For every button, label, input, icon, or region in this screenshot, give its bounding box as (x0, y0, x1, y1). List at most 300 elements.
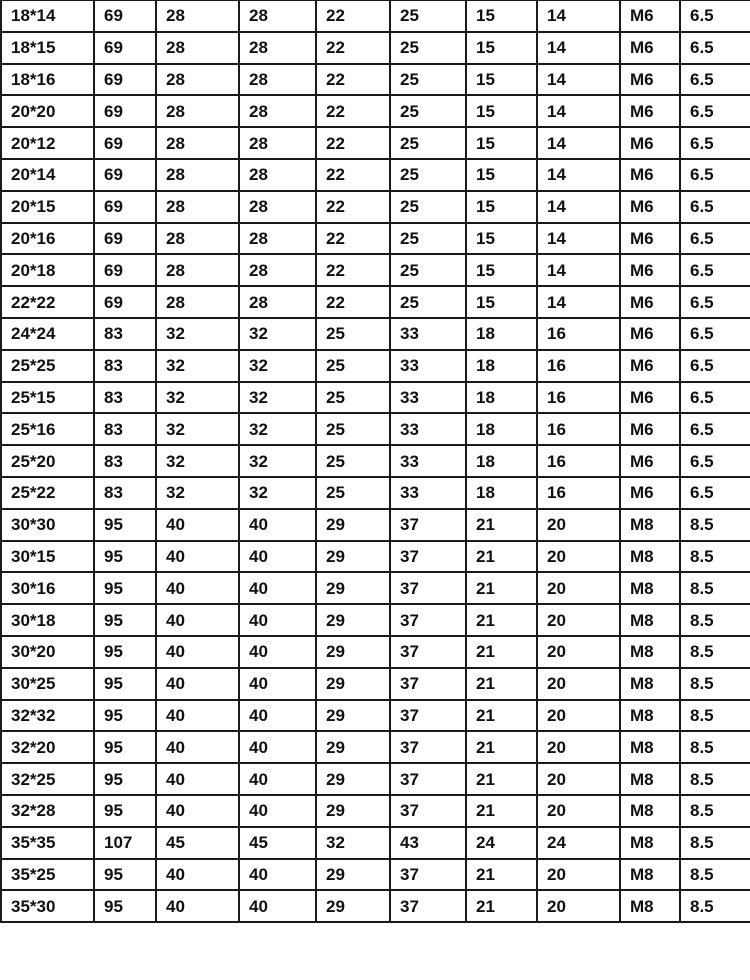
table-cell: 21 (466, 859, 537, 891)
table-cell: 69 (94, 95, 156, 127)
table-cell: 22 (316, 191, 390, 223)
table-cell: 21 (466, 509, 537, 541)
table-cell: 15 (466, 191, 537, 223)
table-cell: M8 (620, 763, 680, 795)
table-cell: 28 (239, 95, 316, 127)
table-cell: 40 (239, 604, 316, 636)
table-cell: 28 (156, 254, 239, 286)
spec-table-body (1, 1, 750, 923)
table-cell: 83 (94, 477, 156, 509)
table-cell: 25 (390, 32, 466, 64)
table-row (1, 127, 750, 159)
table-cell: 28 (156, 64, 239, 96)
table-cell: 20 (537, 509, 620, 541)
table-cell: 16 (537, 477, 620, 509)
table-cell: M6 (620, 64, 680, 96)
table-cell: 29 (316, 604, 390, 636)
table-cell: 69 (94, 286, 156, 318)
size-cell: 18*14 (1, 1, 94, 32)
table-cell: 15 (466, 223, 537, 255)
table-row (1, 64, 750, 96)
table-cell: 18 (466, 445, 537, 477)
table-cell: 32 (156, 318, 239, 350)
table-cell: 95 (94, 763, 156, 795)
table-cell: 8.5 (680, 890, 750, 922)
table-cell: 15 (466, 95, 537, 127)
table-cell: 14 (537, 64, 620, 96)
table-cell: 25 (316, 445, 390, 477)
table-row (1, 700, 750, 732)
size-cell: 30*16 (1, 572, 94, 604)
table-cell: 32 (316, 827, 390, 859)
table-cell: 25 (390, 95, 466, 127)
table-cell: 40 (156, 541, 239, 573)
table-cell: 37 (390, 731, 466, 763)
table-row (1, 636, 750, 668)
size-cell: 20*15 (1, 191, 94, 223)
table-cell: 14 (537, 32, 620, 64)
table-cell: M8 (620, 636, 680, 668)
table-cell: 37 (390, 541, 466, 573)
size-cell: 18*15 (1, 32, 94, 64)
table-cell: M8 (620, 859, 680, 891)
table-cell: 33 (390, 382, 466, 414)
table-cell: 18 (466, 477, 537, 509)
table-cell: 15 (466, 32, 537, 64)
table-cell: 40 (156, 859, 239, 891)
table-cell: 25 (390, 1, 466, 32)
table-cell: 16 (537, 445, 620, 477)
size-cell: 35*30 (1, 890, 94, 922)
table-cell: 83 (94, 382, 156, 414)
table-cell: 37 (390, 763, 466, 795)
table-cell: 32 (239, 413, 316, 445)
table-cell: 14 (537, 223, 620, 255)
table-cell: 29 (316, 636, 390, 668)
table-row (1, 859, 750, 891)
table-cell: 28 (239, 223, 316, 255)
table-cell: M8 (620, 572, 680, 604)
table-cell: 37 (390, 795, 466, 827)
table-cell: 29 (316, 509, 390, 541)
table-cell: 25 (390, 127, 466, 159)
table-cell: M6 (620, 254, 680, 286)
table-cell: 95 (94, 668, 156, 700)
table-cell: 40 (239, 763, 316, 795)
table-cell: 29 (316, 795, 390, 827)
table-row (1, 32, 750, 64)
table-cell: 18 (466, 318, 537, 350)
table-cell: 40 (156, 700, 239, 732)
table-row (1, 223, 750, 255)
table-cell: 21 (466, 795, 537, 827)
table-cell: 21 (466, 731, 537, 763)
table-cell: 37 (390, 859, 466, 891)
size-cell: 20*18 (1, 254, 94, 286)
table-cell: 28 (239, 254, 316, 286)
table-cell: M6 (620, 1, 680, 32)
table-cell: 20 (537, 604, 620, 636)
table-cell: 32 (239, 477, 316, 509)
table-cell: 28 (239, 64, 316, 96)
table-cell: 32 (156, 477, 239, 509)
table-cell: M6 (620, 445, 680, 477)
table-cell: 107 (94, 827, 156, 859)
table-row (1, 413, 750, 445)
table-cell: 6.5 (680, 413, 750, 445)
table-cell: 28 (156, 191, 239, 223)
table-cell: 95 (94, 731, 156, 763)
table-cell: 33 (390, 413, 466, 445)
table-cell: 40 (156, 572, 239, 604)
table-cell: 40 (239, 636, 316, 668)
table-cell: 20 (537, 890, 620, 922)
table-cell: 6.5 (680, 127, 750, 159)
table-cell: 20 (537, 859, 620, 891)
table-row (1, 795, 750, 827)
table-cell: 16 (537, 350, 620, 382)
table-cell: 95 (94, 604, 156, 636)
table-cell: 8.5 (680, 509, 750, 541)
table-row (1, 541, 750, 573)
table-cell: 21 (466, 890, 537, 922)
table-cell: 40 (239, 541, 316, 573)
table-cell: 25 (390, 159, 466, 191)
table-cell: 95 (94, 795, 156, 827)
table-cell: 6.5 (680, 254, 750, 286)
table-cell: 28 (239, 191, 316, 223)
table-cell: 29 (316, 541, 390, 573)
table-cell: 33 (390, 318, 466, 350)
table-cell: 22 (316, 32, 390, 64)
table-cell: 69 (94, 191, 156, 223)
table-cell: M6 (620, 350, 680, 382)
table-cell: 69 (94, 1, 156, 32)
table-row (1, 159, 750, 191)
table-cell: 25 (316, 350, 390, 382)
table-cell: 20 (537, 572, 620, 604)
table-row (1, 318, 750, 350)
table-cell: 6.5 (680, 318, 750, 350)
size-cell: 32*20 (1, 731, 94, 763)
table-cell: 40 (239, 668, 316, 700)
table-cell: M6 (620, 318, 680, 350)
table-cell: 22 (316, 223, 390, 255)
size-cell: 35*35 (1, 827, 94, 859)
table-cell: 15 (466, 64, 537, 96)
size-cell: 20*12 (1, 127, 94, 159)
table-cell: M8 (620, 541, 680, 573)
table-cell: 37 (390, 572, 466, 604)
table-cell: 32 (239, 350, 316, 382)
size-cell: 30*18 (1, 604, 94, 636)
table-cell: 16 (537, 318, 620, 350)
table-cell: 83 (94, 318, 156, 350)
table-cell: 33 (390, 445, 466, 477)
table-cell: 43 (390, 827, 466, 859)
table-cell: 14 (537, 286, 620, 318)
table-cell: 21 (466, 541, 537, 573)
table-cell: 28 (239, 127, 316, 159)
size-cell: 30*20 (1, 636, 94, 668)
table-row (1, 191, 750, 223)
table-cell: 28 (239, 286, 316, 318)
size-cell: 30*30 (1, 509, 94, 541)
table-row (1, 1, 750, 32)
table-cell: 40 (156, 763, 239, 795)
size-cell: 32*25 (1, 763, 94, 795)
table-cell: 15 (466, 254, 537, 286)
table-cell: M6 (620, 286, 680, 318)
table-cell: 16 (537, 382, 620, 414)
table-cell: 14 (537, 127, 620, 159)
table-row (1, 286, 750, 318)
size-cell: 25*20 (1, 445, 94, 477)
table-cell: 40 (239, 859, 316, 891)
table-cell: M6 (620, 382, 680, 414)
size-cell: 25*25 (1, 350, 94, 382)
table-cell: 28 (156, 223, 239, 255)
table-cell: 28 (156, 95, 239, 127)
table-cell: 95 (94, 700, 156, 732)
table-cell: 40 (156, 890, 239, 922)
table-cell: 32 (156, 413, 239, 445)
table-cell: 24 (537, 827, 620, 859)
table-cell: 20 (537, 668, 620, 700)
table-cell: 8.5 (680, 795, 750, 827)
table-cell: 95 (94, 890, 156, 922)
table-cell: 83 (94, 445, 156, 477)
table-cell: 20 (537, 541, 620, 573)
table-cell: 28 (156, 286, 239, 318)
table-cell: 28 (239, 32, 316, 64)
size-cell: 30*15 (1, 541, 94, 573)
table-cell: 28 (156, 159, 239, 191)
size-cell: 20*16 (1, 223, 94, 255)
table-cell: 8.5 (680, 668, 750, 700)
table-cell: 29 (316, 859, 390, 891)
table-cell: 32 (156, 350, 239, 382)
table-cell: 21 (466, 668, 537, 700)
table-cell: 25 (316, 477, 390, 509)
table-cell: 16 (537, 413, 620, 445)
table-cell: 40 (156, 636, 239, 668)
table-cell: M6 (620, 477, 680, 509)
table-row (1, 254, 750, 286)
table-cell: 37 (390, 700, 466, 732)
table-cell: 8.5 (680, 859, 750, 891)
table-cell: 22 (316, 127, 390, 159)
table-cell: 69 (94, 223, 156, 255)
table-cell: 37 (390, 604, 466, 636)
table-cell: 8.5 (680, 604, 750, 636)
size-cell: 20*20 (1, 95, 94, 127)
table-cell: 69 (94, 127, 156, 159)
table-cell: 28 (156, 1, 239, 32)
table-cell: 40 (156, 604, 239, 636)
table-cell: M6 (620, 95, 680, 127)
table-cell: 21 (466, 700, 537, 732)
table-row (1, 890, 750, 922)
table-row (1, 477, 750, 509)
table-cell: M6 (620, 159, 680, 191)
table-cell: 8.5 (680, 636, 750, 668)
table-cell: M8 (620, 604, 680, 636)
table-row (1, 668, 750, 700)
table-cell: 32 (239, 318, 316, 350)
table-cell: M8 (620, 668, 680, 700)
table-cell: 40 (239, 890, 316, 922)
table-cell: 22 (316, 286, 390, 318)
table-cell: 37 (390, 509, 466, 541)
table-cell: M6 (620, 413, 680, 445)
table-cell: 25 (390, 286, 466, 318)
table-cell: 21 (466, 763, 537, 795)
table-cell: M8 (620, 700, 680, 732)
table-cell: 15 (466, 159, 537, 191)
table-cell: M8 (620, 827, 680, 859)
table-cell: 24 (466, 827, 537, 859)
table-cell: 15 (466, 286, 537, 318)
table-cell: 22 (316, 95, 390, 127)
table-cell: 95 (94, 509, 156, 541)
table-cell: 25 (390, 223, 466, 255)
table-cell: 40 (239, 795, 316, 827)
table-cell: 22 (316, 1, 390, 32)
table-cell: 8.5 (680, 700, 750, 732)
table-cell: 40 (156, 668, 239, 700)
table-cell: M6 (620, 191, 680, 223)
table-cell: 29 (316, 668, 390, 700)
size-cell: 24*24 (1, 318, 94, 350)
table-cell: 6.5 (680, 159, 750, 191)
table-cell: 20 (537, 731, 620, 763)
table-cell: 8.5 (680, 763, 750, 795)
size-cell: 18*16 (1, 64, 94, 96)
table-cell: 15 (466, 127, 537, 159)
size-cell: 22*22 (1, 286, 94, 318)
table-cell: 29 (316, 890, 390, 922)
table-cell: 95 (94, 859, 156, 891)
table-cell: 95 (94, 636, 156, 668)
table-cell: 69 (94, 254, 156, 286)
size-cell: 30*25 (1, 668, 94, 700)
table-cell: 6.5 (680, 1, 750, 32)
table-cell: 45 (156, 827, 239, 859)
table-cell: 21 (466, 572, 537, 604)
table-cell: 28 (239, 1, 316, 32)
table-cell: 32 (156, 382, 239, 414)
table-cell: M6 (620, 32, 680, 64)
size-cell: 25*22 (1, 477, 94, 509)
table-cell: 83 (94, 350, 156, 382)
table-cell: 8.5 (680, 827, 750, 859)
size-cell: 35*25 (1, 859, 94, 891)
size-cell: 25*15 (1, 382, 94, 414)
table-cell: 22 (316, 254, 390, 286)
table-cell: M8 (620, 509, 680, 541)
table-cell: 6.5 (680, 223, 750, 255)
size-cell: 20*14 (1, 159, 94, 191)
table-cell: M8 (620, 890, 680, 922)
table-cell: 28 (156, 32, 239, 64)
table-cell: 28 (239, 159, 316, 191)
table-row (1, 763, 750, 795)
table-cell: 20 (537, 763, 620, 795)
table-cell: 37 (390, 890, 466, 922)
table-cell: 6.5 (680, 477, 750, 509)
table-cell: 15 (466, 1, 537, 32)
table-cell: 25 (316, 382, 390, 414)
table-cell: 14 (537, 191, 620, 223)
table-cell: 83 (94, 413, 156, 445)
table-cell: 25 (390, 191, 466, 223)
table-cell: 14 (537, 254, 620, 286)
table-row (1, 350, 750, 382)
table-cell: 20 (537, 636, 620, 668)
table-cell: 32 (156, 445, 239, 477)
table-row (1, 604, 750, 636)
table-cell: 45 (239, 827, 316, 859)
table-cell: 20 (537, 700, 620, 732)
table-cell: 22 (316, 159, 390, 191)
table-cell: 32 (239, 445, 316, 477)
table-cell: 25 (390, 254, 466, 286)
table-cell: 29 (316, 700, 390, 732)
table-row (1, 445, 750, 477)
table-cell: 6.5 (680, 382, 750, 414)
table-cell: 6.5 (680, 445, 750, 477)
table-cell: 95 (94, 541, 156, 573)
table-cell: 18 (466, 350, 537, 382)
table-cell: 29 (316, 572, 390, 604)
table-row (1, 509, 750, 541)
table-cell: 37 (390, 668, 466, 700)
table-cell: 8.5 (680, 731, 750, 763)
table-cell: M6 (620, 127, 680, 159)
table-cell: 14 (537, 159, 620, 191)
table-cell: 33 (390, 350, 466, 382)
table-cell: 95 (94, 572, 156, 604)
table-cell: 6.5 (680, 350, 750, 382)
table-cell: 6.5 (680, 95, 750, 127)
table-cell: 37 (390, 636, 466, 668)
table-cell: 25 (390, 64, 466, 96)
table-cell: 6.5 (680, 191, 750, 223)
table-cell: 69 (94, 32, 156, 64)
table-cell: 32 (239, 382, 316, 414)
size-cell: 25*16 (1, 413, 94, 445)
table-cell: 40 (239, 731, 316, 763)
table-cell: M6 (620, 223, 680, 255)
table-cell: 8.5 (680, 541, 750, 573)
table-cell: 6.5 (680, 286, 750, 318)
table-row (1, 827, 750, 859)
size-cell: 32*28 (1, 795, 94, 827)
table-cell: M8 (620, 795, 680, 827)
table-cell: 29 (316, 731, 390, 763)
table-cell: 40 (156, 731, 239, 763)
table-cell: 18 (466, 382, 537, 414)
table-cell: 20 (537, 795, 620, 827)
table-cell: 22 (316, 64, 390, 96)
table-cell: 40 (239, 509, 316, 541)
table-cell: 6.5 (680, 64, 750, 96)
table-cell: 40 (239, 572, 316, 604)
table-cell: 69 (94, 159, 156, 191)
table-cell: 6.5 (680, 32, 750, 64)
table-cell: 8.5 (680, 572, 750, 604)
